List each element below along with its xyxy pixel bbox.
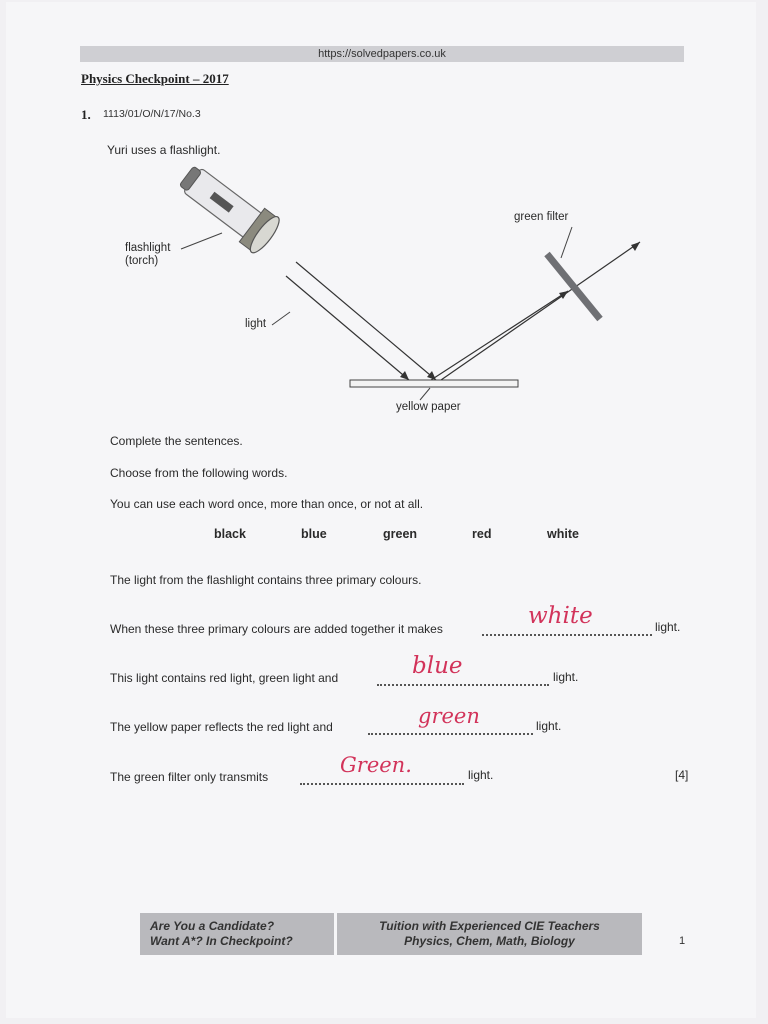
sentence-3-end: light. [536,719,562,733]
header-url-bar[interactable]: https://solvedpapers.co.uk [80,46,684,62]
yellow-paper-shape [350,380,518,387]
sentence-1-end: light. [655,620,681,634]
answer-blank-1[interactable] [482,634,652,636]
label-yellow-paper: yellow paper [396,401,461,413]
sentence-3-text: The yellow paper reflects the red light and [110,720,333,734]
sentence-1-text: When these three primary colours are added together it makes [110,622,443,636]
marks-total: [4] [675,768,689,782]
sentence-4-end: light. [468,768,494,782]
footer-candidate-box[interactable] [140,913,334,955]
sentence-4-text: The green filter only transmits [110,770,269,784]
footer-left-line-2: Want A*? In Checkpoint? [150,934,293,948]
label-torch: (torch) [125,255,159,267]
answer-blank-4[interactable] [300,783,464,785]
label-green-filter: green filter [514,211,569,223]
word-option: blue [301,527,327,541]
flashlight-icon [173,158,283,256]
word-option: red [472,527,492,541]
instruction-complete: Complete the sentences. [110,434,243,448]
label-light: light [245,318,267,330]
footer-left-line-1: Are You a Candidate? [150,919,275,933]
footer-right-line-1: Tuition with Experienced CIE Teachers [379,919,600,933]
page-title: Physics Checkpoint – 2017 [81,71,229,86]
sentence-2-end: light. [553,670,579,684]
answer-1-handwritten: white [528,603,593,629]
page-number: 1 [679,935,686,947]
answer-3-handwritten: green [418,704,480,728]
footer-tuition-box[interactable] [337,913,642,955]
question-number: 1. [81,107,91,122]
word-option: black [214,527,246,541]
label-flashlight: flashlight [125,242,171,254]
answer-blank-2[interactable] [377,684,549,686]
answer-4-handwritten: Green. [340,753,412,777]
instruction-choose: Choose from the following words. [110,466,288,480]
word-option: green [383,527,418,541]
word-option: white [547,527,579,541]
statement-primary-colours: The light from the flashlight contains three primary colours. [110,573,422,587]
instruction-use-each: You can use each word once, more than once, or not at all. [110,497,424,511]
question-intro: Yuri uses a flashlight. [107,143,221,157]
answer-2-handwritten: blue [412,653,463,679]
question-reference: 1113/01/O/N/17/No.3 [103,108,201,120]
footer-right-line-2: Physics, Chem, Math, Biology [404,934,575,948]
green-filter-shape [547,254,600,319]
sentence-2-text: This light contains red light, green light and [110,671,339,685]
answer-blank-3[interactable] [368,733,533,735]
